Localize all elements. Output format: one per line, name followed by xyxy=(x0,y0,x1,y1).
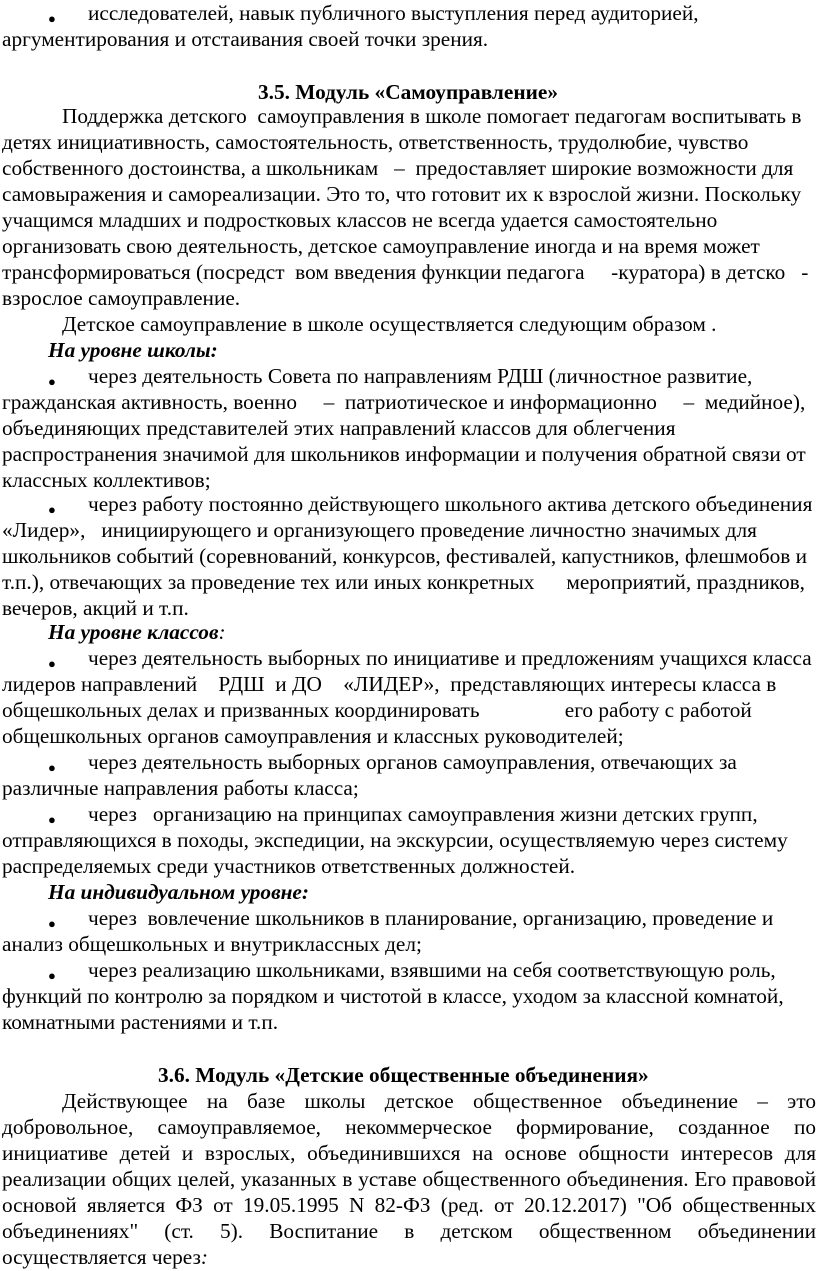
list-item-line: «Лидер», инициирующего и организующего проведение личностно значимых для xyxy=(2,518,757,542)
subheading-school-level: На уровне школы: xyxy=(48,338,218,362)
bullet-icon: ● xyxy=(48,656,56,671)
list-item-line: отправляющихся в походы, экспедиции, на экскурсии, осуществляемую через систему xyxy=(2,828,788,852)
bullet-icon: ● xyxy=(48,11,56,26)
list-item-line: т.п.), отвечающих за проведение тех или иных конкретных мероприятий, праздников, xyxy=(2,570,806,594)
subheading-class-level-text: На уровне классов xyxy=(48,620,219,644)
subheading-class-level xyxy=(48,620,816,646)
paragraph-line: Поддержка детского самоуправления в школе помогает педагогам воспитывать в xyxy=(62,104,802,128)
list-item-line: гражданская активность, военно – патриотическое и информационно – медийное), xyxy=(2,390,806,414)
paragraph-line: реализации общих целей, указанных в уставе общественного объединения. Его правовой xyxy=(2,1167,816,1191)
list-item-line: распространения значимой для школьников информации и получения обратной связи от xyxy=(2,442,806,466)
paragraph-line: Действующее на базе школы детское общественное объединение – это xyxy=(62,1089,816,1113)
bullet-icon: ● xyxy=(48,968,56,983)
bullet-icon: ● xyxy=(48,812,56,827)
subheading-individual-level: На индивидуальном уровне: xyxy=(48,880,309,904)
list-item-line: общешкольных делах и призванных координировать его работу с работой xyxy=(2,698,752,722)
list-item-line: общешкольных органов самоуправления и классных руководителей; xyxy=(2,724,624,748)
paragraph-line: Детское самоуправление в школе осуществляется следующим образом . xyxy=(62,312,717,336)
list-item-line: школьников событий (соревнований, конкурсов, фестивалей, капустников, флешмобов и xyxy=(2,544,808,568)
list-item-line: функций по контролю за порядком и чистотой в классе, уходом за классной комнатой, xyxy=(2,984,784,1008)
list-item-line: через работу постоянно действующего школьного актива детского объединения xyxy=(88,492,813,516)
intro-line: исследователей, навык публичного выступления перед аудиторией, xyxy=(88,1,699,25)
paragraph-line: трансформироваться (посредст вом введения функции педагога -куратора) в детско - xyxy=(2,260,809,284)
paragraph-line: собственного достоинства, а школьникам – предоставляет широкие возможности для xyxy=(2,156,794,180)
bullet-icon: ● xyxy=(48,916,56,931)
section-title-3-6: 3.6. Модуль «Детские общественные объединения» xyxy=(158,1063,649,1087)
paragraph-line-last xyxy=(2,1245,816,1271)
paragraph-line: самовыражения и самореализации. Это то, что готовит их к взрослой жизни. Поскольку xyxy=(2,182,802,206)
paragraph-last-text: осуществляется через xyxy=(2,1245,201,1269)
paragraph-line: организовать свою деятельность, детское самоуправление иногда и на время может xyxy=(2,234,760,258)
paragraph-line: добровольное, самоуправляемое, некоммерческое формирование, созданное по xyxy=(2,1115,816,1139)
list-item-line: анализ общешкольных и внутриклассных дел; xyxy=(2,932,422,956)
list-item-line: лидеров направлений РДШ и ДО «ЛИДЕР», представляющих интересы класса в xyxy=(2,672,777,696)
list-item-line: комнатными растениями и т.п. xyxy=(2,1010,279,1034)
paragraph-last-colon: : xyxy=(200,1245,208,1269)
paragraph-line: инициативе детей и взрослых, объединившихся на основе общности интересов для xyxy=(2,1141,816,1165)
list-item-line: различные направления работы класса; xyxy=(2,776,359,800)
subheading-colon: : xyxy=(218,620,226,644)
bullet-icon: ● xyxy=(48,374,56,389)
paragraph-line: объединениях" (ст. 5). Воспитание в детском общественном объединении xyxy=(2,1219,816,1243)
paragraph-line: учащимся младших и подростковых классов не всегда удается самостоятельно xyxy=(2,208,718,232)
list-item-line: через деятельность Совета по направлениям РДШ (личностное развитие, xyxy=(88,364,753,388)
paragraph-line: взрослое самоуправление. xyxy=(2,286,241,310)
bullet-icon: ● xyxy=(48,502,56,517)
list-item-line: через деятельность выборных по инициативе и предложениям учащихся класса xyxy=(88,646,812,670)
section-title-3-5: 3.5. Модуль «Самоуправление» xyxy=(258,80,558,104)
list-item-line: через организацию на принципах самоуправления жизни детских групп, xyxy=(88,802,758,826)
list-item-line: вечеров, акций и т.п. xyxy=(2,596,189,620)
list-item-line: через деятельность выборных органов самоуправления, отвечающих за xyxy=(88,750,737,774)
paragraph-line: основой является ФЗ от 19.05.1995 N 82-ФЗ (ред. от 20.12.2017) "Об общественных xyxy=(2,1193,816,1217)
list-item-line: объединяющих представителей этих направлений классов для облегчения xyxy=(2,416,676,440)
list-item-line: через реализацию школьниками, взявшими на себя соответствующую роль, xyxy=(88,958,776,982)
paragraph-line: детях инициативность, самостоятельность, ответственность, трудолюбие, чувство xyxy=(2,130,749,154)
list-item-line: через вовлечение школьников в планирование, организацию, проведение и xyxy=(88,906,774,930)
list-item-line: распределяемых среди участников ответственных должностей. xyxy=(2,854,576,878)
bullet-icon: ● xyxy=(48,760,56,775)
list-item-line: классных коллективов; xyxy=(2,468,211,492)
intro-line: аргументирования и отстаивания своей точки зрения. xyxy=(2,27,489,51)
